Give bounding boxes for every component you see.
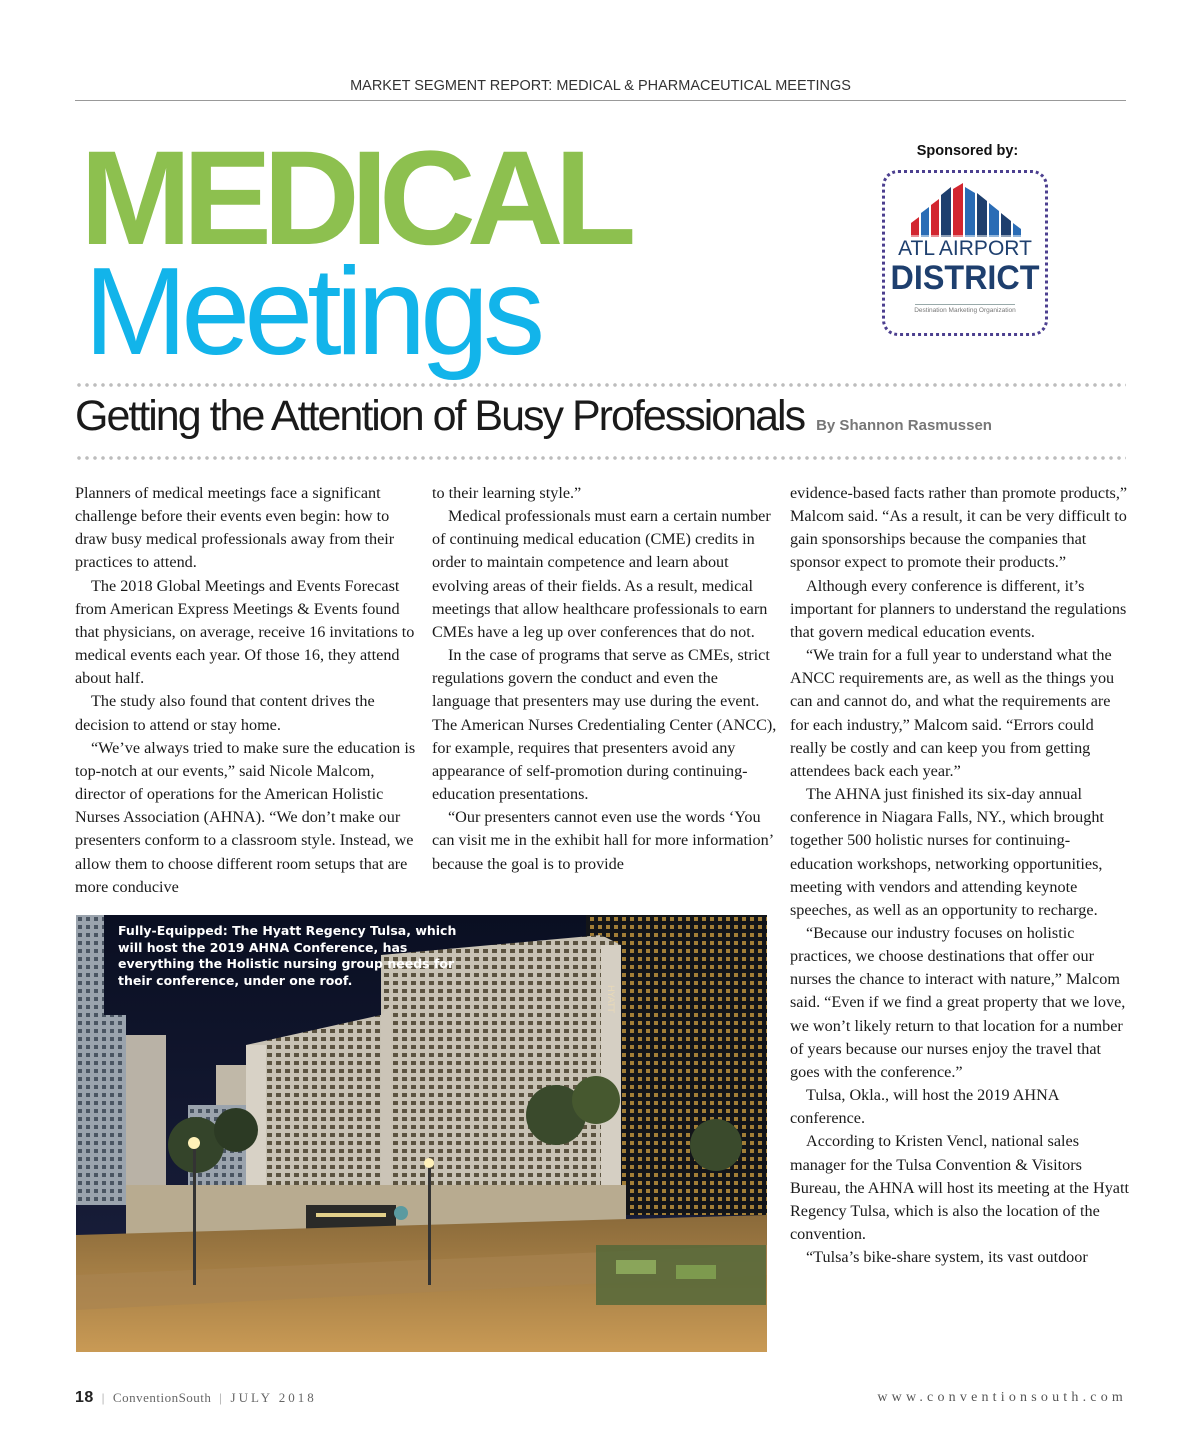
magazine-name: ConventionSouth <box>112 1390 212 1405</box>
paragraph: Planners of medical meetings face a significant challenge before their events even begin: how to draw busy medical professionals away from their practices to attend. <box>75 484 395 572</box>
footer-url[interactable]: www.conventionsouth.com <box>877 1390 1127 1405</box>
paragraph: The AHNA just finished its six-day annual conference in Niagara Falls, NY., which brought together 500 holistic nurses for continuing-education workshops, networking opportunities, meeting with vendors and attending keynote speeches, as well as an opportunity to recharge. <box>790 785 1104 919</box>
paragraph: The 2018 Global Meetings and Events Forecast from American Express Meetings & Events found that physicians, on average, receive 16 invitations to medical events each year. Of those 16, they attend about half. <box>75 576 415 688</box>
logo-line2: DISTRICT <box>890 259 1040 297</box>
photo-caption: Fully-Equipped: The Hyatt Regency Tulsa, which will host the 2019 AHNA Conference, has everything the Holistic nursing group needs for their conference, under one roof. <box>118 923 457 989</box>
paragraph: “We’ve always tried to make sure the education is top-notch at our events,” said Nicole Malcom, director of operations for the American Holistic Nurses Association (AHNA). “We don’t make our presenters conform to a classroom style. Instead, we allow them to choose different room setups that are more conducive <box>75 738 416 896</box>
article-column-3 <box>790 482 1130 1269</box>
logo-tagline: Destination Marketing Organization <box>914 307 1016 314</box>
article-subtitle: Getting the Attention of Busy Professionals <box>75 392 805 440</box>
paragraph: The study also found that content drives the decision to attend or stay home. <box>75 692 375 734</box>
paragraph: to their learning style.” <box>432 484 582 502</box>
article-column-1 <box>75 482 420 899</box>
issue-date: JULY 2018 <box>230 1390 317 1405</box>
paragraph: “Tulsa’s bike-share system, its vast outdoor <box>806 1248 1088 1267</box>
sponsor-label: Sponsored by: <box>916 143 1019 159</box>
byline: By Shannon Rasmussen <box>816 417 992 434</box>
paragraph: “Our presenters cannot even use the words ‘You can visit me in the exhibit hall for more information’ because the goal is to provide <box>432 808 773 873</box>
header-rule <box>75 100 1126 101</box>
paragraph: “Because our industry focuses on holistic practices, we choose destinations that offer our nurses the chance to interact with nature,” Malcom said. “Even if we find a great property that we love, we won’t likely return to that location for a number of years because our nurses enjoy the travel that goes with the conference.” <box>790 923 1126 1081</box>
article-column-2 <box>432 482 777 876</box>
title-medical: MEDICAL <box>80 124 628 273</box>
hotel-sign: HYATT <box>605 985 615 1013</box>
dotted-rule-bottom <box>75 455 1126 461</box>
subtitle-row <box>75 392 1126 441</box>
title-meetings: Meetings <box>84 243 540 381</box>
paragraph: In the case of programs that serve as CMEs, strict regulations govern the conduct and even the language that presenters may use during the event. The American Nurses Credentialing Center (ANCC), for example, requires that presenters avoid any appearance of self-promotion during continuing-education presentations. <box>432 646 777 804</box>
hotel-photo <box>76 915 767 1352</box>
paragraph: Medical professionals must earn a certain number of continuing medical education (CME) credits in order to maintain competence and learn about evolving areas of their fields. As a result, medical meetings that allow healthcare professionals to earn CMEs have a leg up over conferences that do not. <box>432 507 771 641</box>
paragraph: According to Kristen Vencl, national sales manager for the Tulsa Convention & Visitors Bureau, the AHNA will host its meeting at the Hyatt Regency Tulsa, which is also the location of the convention. <box>790 1132 1129 1243</box>
paragraph: evidence-based facts rather than promote products,” Malcom said. “As a result, it can be very difficult to gain sponsorships because the companies that sponsor expect to promote their products.” <box>790 484 1128 572</box>
logo-divider <box>915 304 1015 305</box>
page-number: 18 <box>75 1389 94 1406</box>
paragraph: Although every conference is different, it’s important for planners to understand the regulations that govern medical education events. <box>790 576 1127 641</box>
sponsor-logo[interactable] <box>882 170 1048 336</box>
logo-line1: ATL AIRPORT <box>898 237 1032 260</box>
paragraph: Tulsa, Okla., will host the 2019 AHNA conference. <box>790 1086 1059 1128</box>
skyline-icon <box>907 183 1023 237</box>
footer-left: 18 | ConventionSouth | JULY 2018 <box>75 1389 317 1406</box>
dotted-rule-top <box>75 382 1126 388</box>
section-header: MARKET SEGMENT REPORT: MEDICAL & PHARMACEUTICAL MEETINGS <box>350 78 851 94</box>
paragraph: “We train for a full year to understand what the ANCC requirements are, as well as the things you can and cannot do, and what the requirements are for each industry,” Malcom said. “Errors could really be costly and can keep you from getting attendees back each year.” <box>790 646 1115 780</box>
